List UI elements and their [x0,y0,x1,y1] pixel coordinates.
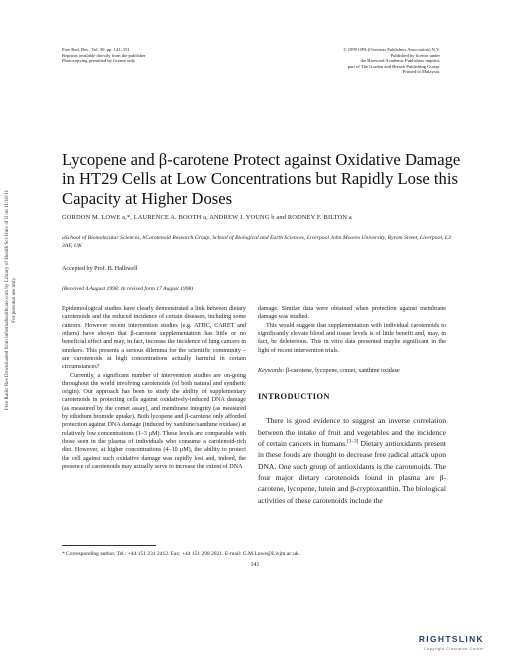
keywords-label: Keywords: [258,367,285,374]
abstract-paragraph: damage. Similar data were obtained when protection against membrane damage was studied. [258,306,446,321]
received-dates: (Received 4 August 1998; In revised form 17 August 1998) [62,286,194,292]
header-right-line: Published by license under [390,52,440,58]
citation-link[interactable]: [1–3] [347,438,359,445]
header-right-line: © 1999 OPA (Overseas Publishers Association) N.V. [343,47,440,52]
header-right-line: Printed in Malaysia. [402,69,440,75]
header-left-line: Photocopying permitted by license only [62,58,136,64]
header-right-line: part of The Gordon and Breach Publishing Group. [347,63,440,69]
abstract-right-column [258,305,446,506]
intro-text: There is good evidence to suggest an inverse correlation between the intake of fruit and vegetables and the incidence of certain cancers in humans. [258,416,446,448]
article-title: Lycopene and β-carotene Protect against Oxidative Damage in HT29 Cells at Low Concentrations but Rapidly Lose this Capacity at Higher Doses [62,150,461,208]
abstract-paragraph: Epidemiological studies have clearly demonstrated a link between dietary carotenoids and the reduced incidence of certain diseases, including some cancers. However recent intervention studies (e.g. ATBC, CARET and others) have shown that β-carotene supplementation has little or no beneficial effect and may, in fact, increase the incidence of lung cancers in smokers. This presents a serious dilemma for the scientific community – are carotenoids at high concentrations actually harmful in certain circumstances? [62,306,246,371]
page-number: 141 [250,562,260,568]
keywords-value: β-carotene, lycopene, comet, xanthine oxidase [285,367,400,374]
author-affiliation: aSchool of Biomolecular Sciences, bCarotenoid Research Group, School of Biological and Earth Sciences, Liverpool John Moores University, Byrom Street, Liverpool, L3 3AF, UK [62,235,451,249]
header-left-line: Reprints available directly from the publisher [62,52,146,58]
accepted-by-line: Accepted by Prof. B. Halliwell [62,266,138,272]
download-watermark [4,170,20,430]
rightslink-logo[interactable]: RIGHTSLINK [418,634,484,644]
corresponding-author-footnote: * Corresponding author. Tel.: +44 151 231 2412. Fax: +44 151 298 2821. E-mail: G.M.Lowe@Livjm.ac.uk. [62,551,300,557]
abstract-paragraph: Currently, a significant number of intervention studies are on-going throughout the world involving carotenoids (of both natural and synthetic origin). Our approach has been to study the ability of supplementary carotenoids in protecting cells against oxidatively-induced DNA damage (as measured by the comet assay), and membrane integrity (as measured by ethidium bromide uptake). Both lycopene and β-carotene only afforded protection against DNA damage (induced by xanthine/xanthine oxidase) at relatively low concentrations (1–3 μM). These levels are comparable with those seen in the plasma of individuals who consume a carotenoid-rich diet. However, at higher concentrations (4–10 μM), the ability to protect the cell against such oxidative damage was rapidly lost and, indeed, the presence of carotenoids may actually serve to increase the extent of DNA [62,372,246,470]
footnote-divider [62,545,156,546]
journal-citation-header [62,47,242,64]
header-left-line: Free Rad. Res., Vol. 30, pp. 141–151 [62,47,130,52]
abstract-paragraph: This would suggest that supplementation with individual carotenoids to significantly elevate blood and tissue levels is of little benefit and, may, in fact, be deleterious. This in vitro data presented maybe significant in the light of recent intervention trials. [258,322,446,354]
introduction-heading: INTRODUCTION [258,392,330,402]
watermark-line: For personal use only. [10,277,17,323]
keywords-line [258,367,446,375]
abstract-left-column [62,305,246,471]
header-right-line: the Harwood Academic Publishers imprint, [360,58,440,64]
author-list: GORDON M. LOWE a,*, LAURENCE A. BOOTH a, ANDREW J. YOUNG b and RODNEY F. BILTON a [62,214,352,221]
watermark-line: Free Radic Res Downloaded from informahealthcare.com by Library of Health Sci-Univ of Il on 11/10/11 [4,189,10,411]
intro-text: Dietary antioxidants present in these foods are thought to decrease free radical attack upon DNA. One such group of antioxidants is the carotenoids. The four major dietary carotenoids found in plasma are β-carotene, lycopene, lutein and β-cryptoxanthin. The biological activities of these carotenoids include the [258,438,446,505]
publisher-copyright-header [240,47,440,75]
introduction-paragraph [258,415,446,506]
rightslink-tagline: Copyright Clearance Center [423,647,484,651]
